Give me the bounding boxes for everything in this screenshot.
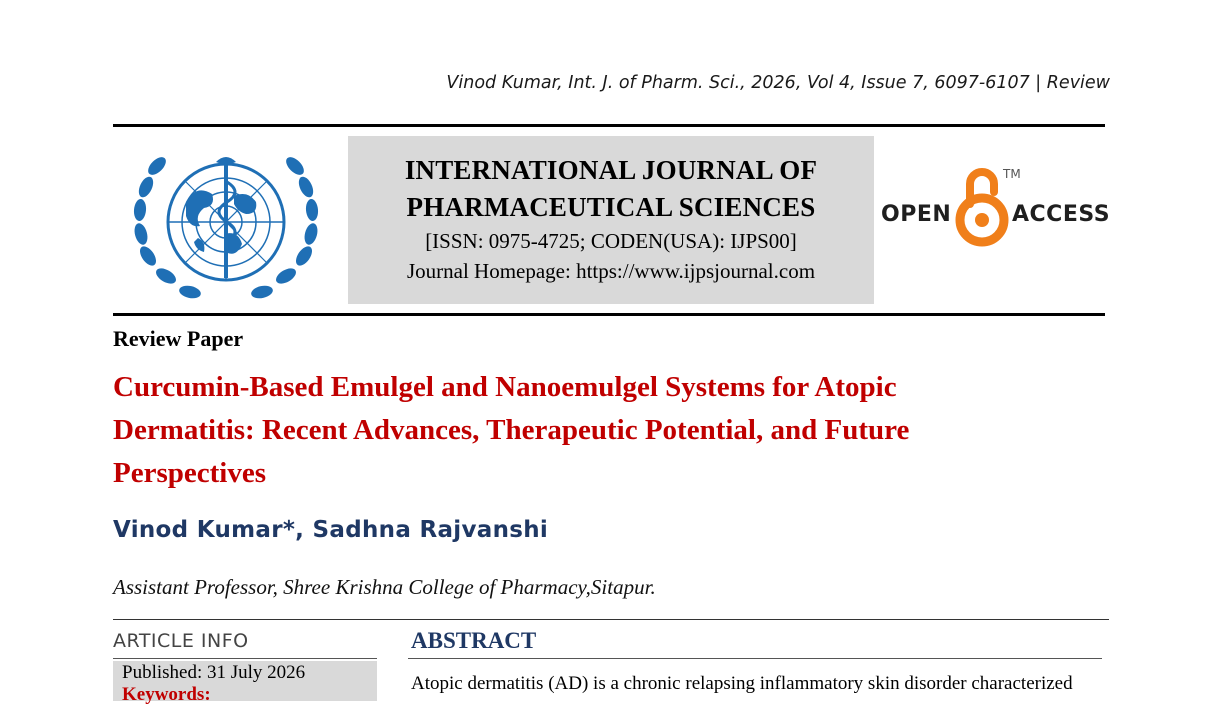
open-access-access-text: ACCESS (1012, 202, 1111, 227)
journal-homepage: Journal Homepage: https://www.ijpsjournal.com (406, 259, 816, 283)
abstract-text: Atopic dermatitis (AD) is a chronic relapsing inflammatory skin disorder characterized (411, 673, 1073, 694)
author-list: Vinod Kumar*, Sadhna Rajvanshi (113, 517, 549, 543)
article-info-underline (113, 658, 377, 659)
open-access-open-text: OPEN (881, 202, 952, 227)
abstract-heading: ABSTRACT (411, 628, 537, 653)
masthead-bottom-rule (113, 313, 1105, 316)
running-header: Vinod Kumar, Int. J. of Pharm. Sci., 2026, Vol 4, Issue 7, 6097-6107 | Review (446, 73, 1110, 93)
masthead-top-rule (113, 124, 1105, 127)
paper-title (113, 366, 1033, 495)
paper-type: Review Paper (113, 326, 244, 351)
keywords-label: Keywords: (122, 684, 211, 705)
abstract-underline (408, 658, 1102, 659)
journal-emblem-icon (126, 138, 326, 306)
open-access-logo (880, 160, 1110, 256)
journal-name-line2: PHARMACEUTICAL SCIENCES (406, 192, 816, 222)
trademark-mark: TM (1003, 167, 1021, 181)
journal-name-line1: INTERNATIONAL JOURNAL OF (404, 155, 818, 185)
section-divider (113, 619, 1109, 620)
paper-title-line: Dermatitis: Recent Advances, Therapeutic Potential, and Future (113, 414, 910, 446)
journal-masthead-box (348, 136, 874, 304)
author-affiliation: Assistant Professor, Shree Krishna College of Pharmacy,Sitapur. (113, 575, 656, 599)
published-date: Published: 31 July 2026 (122, 662, 306, 683)
article-info-heading: ARTICLE INFO (113, 630, 249, 652)
paper-title-line: Perspectives (113, 457, 266, 489)
journal-issn: [ISSN: 0975-4725; CODEN(USA): IJPS00] (425, 229, 797, 253)
paper-title-line: Curcumin-Based Emulgel and Nanoemulgel Systems for Atopic (113, 371, 897, 403)
